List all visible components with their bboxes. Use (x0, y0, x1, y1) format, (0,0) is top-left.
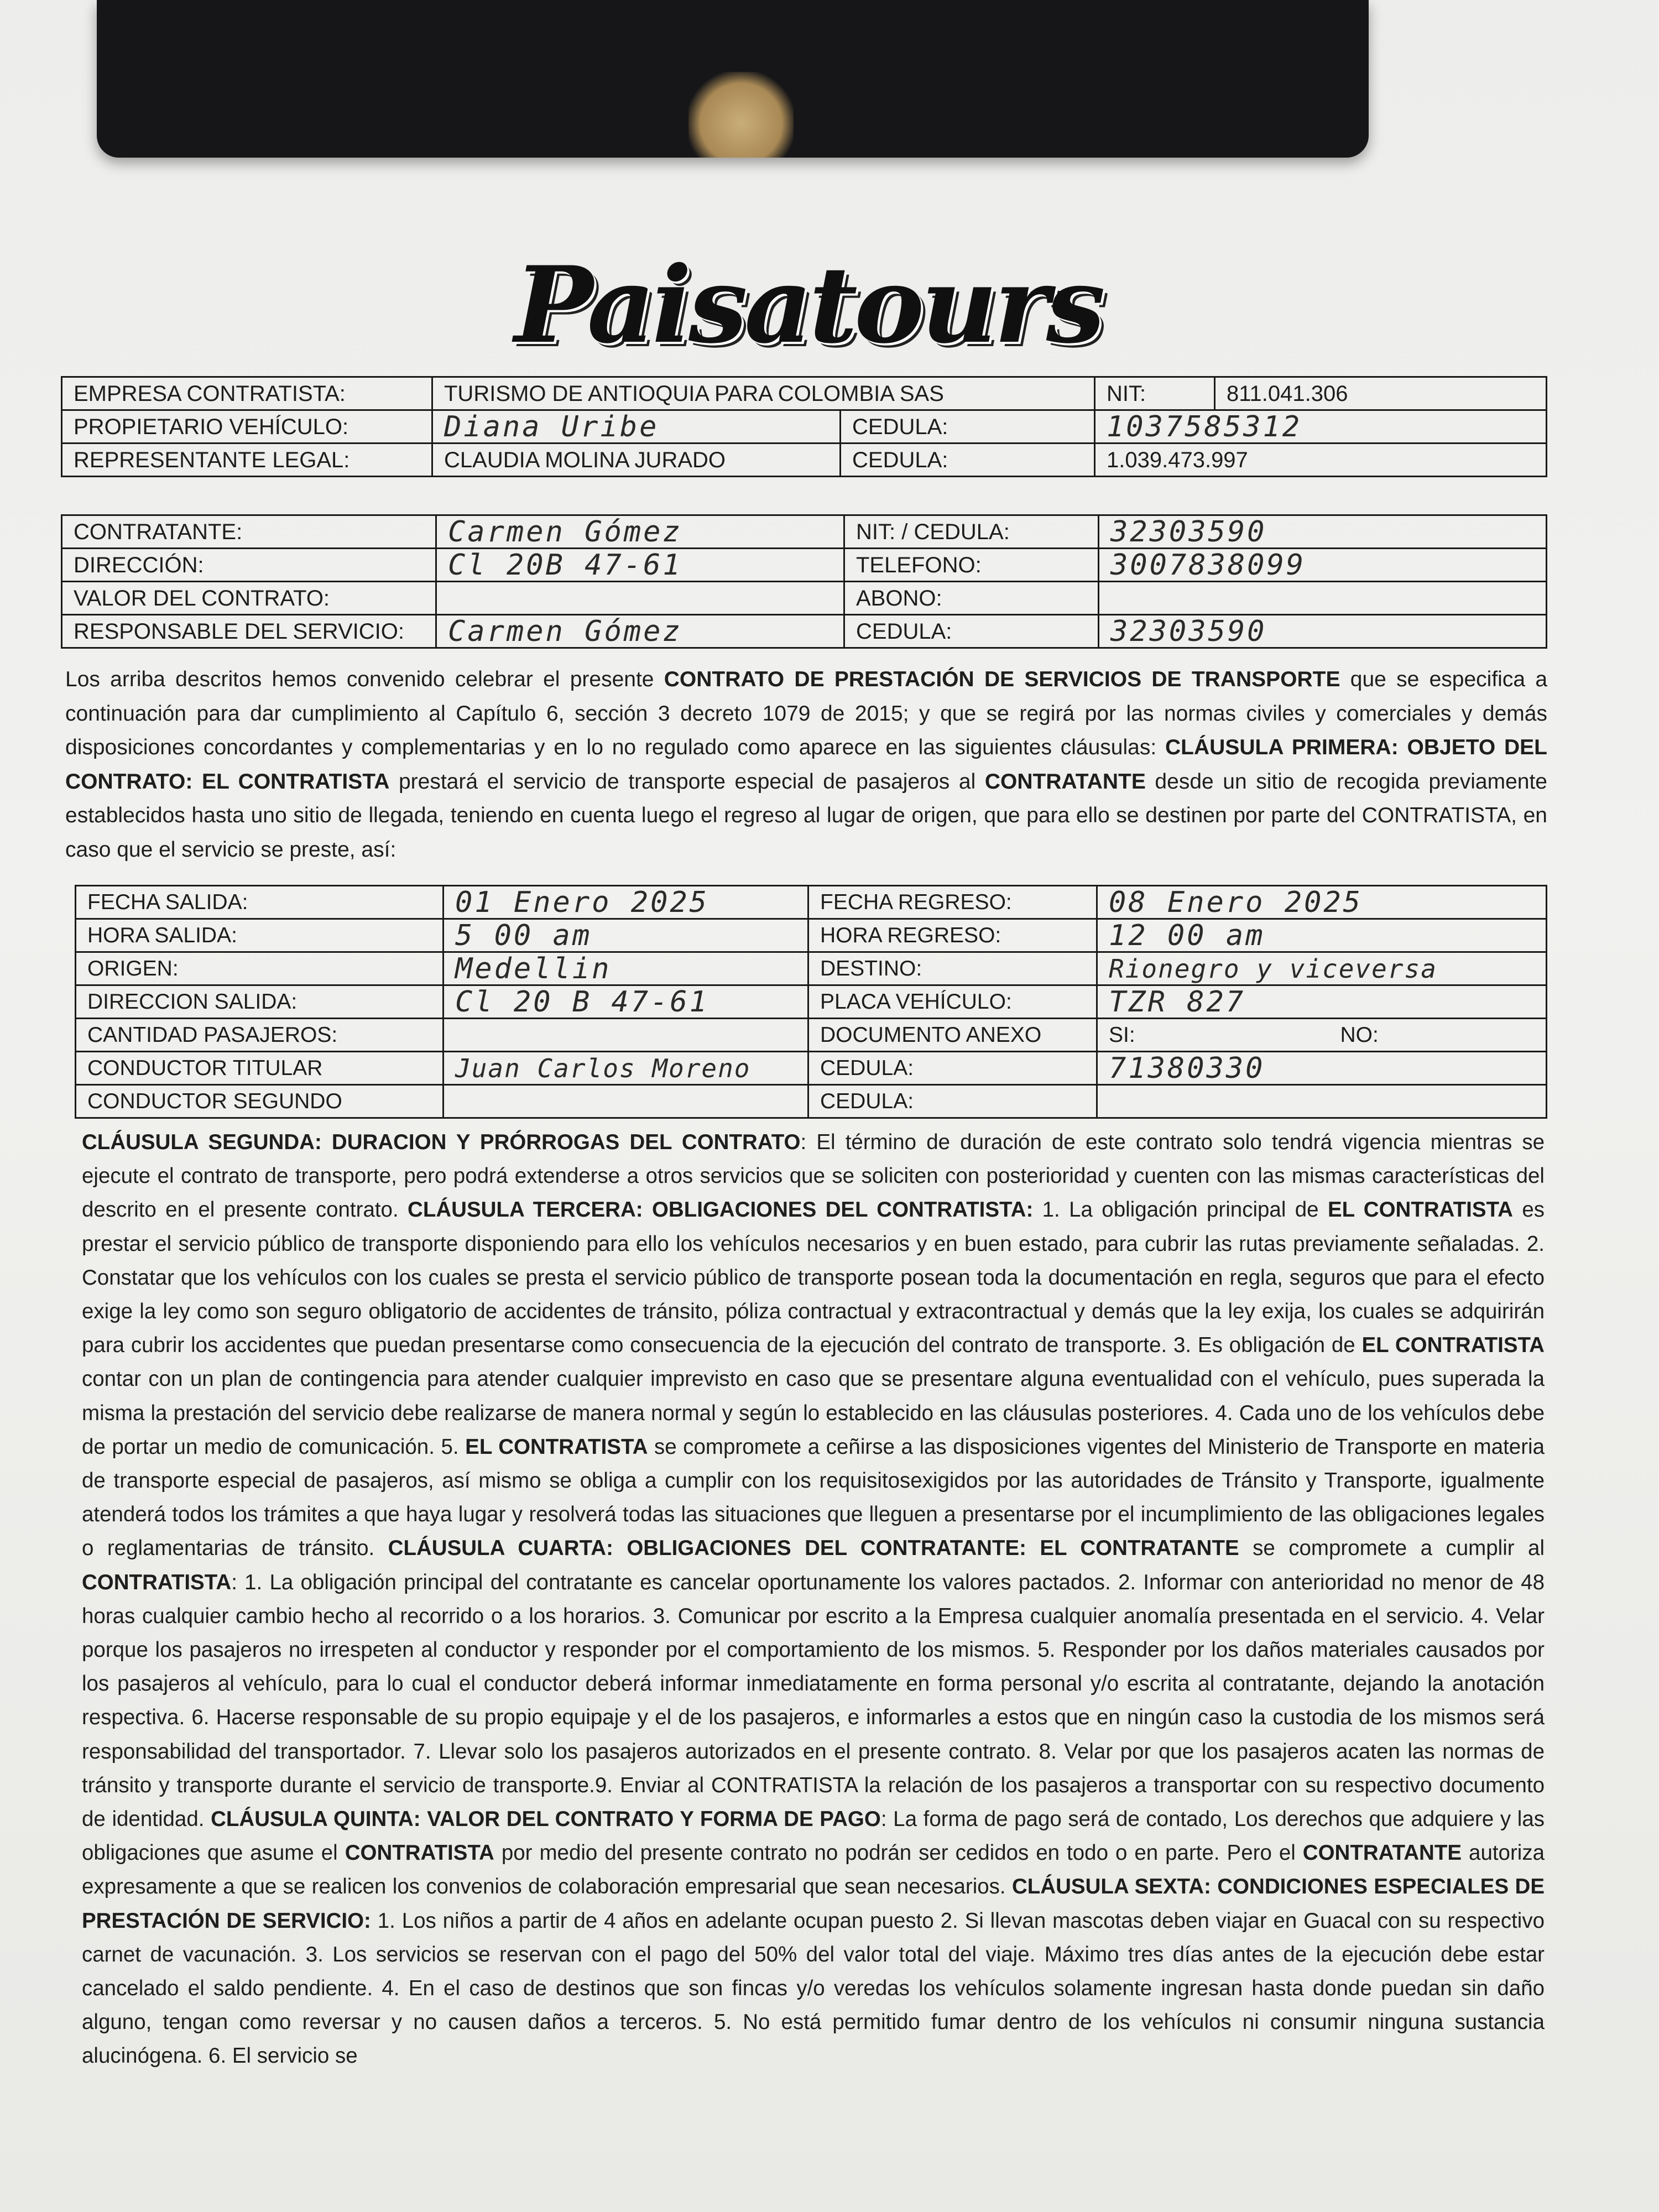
table-row (62, 549, 1547, 582)
origen-value: Medellin (444, 952, 808, 985)
clause-5-contratista: CONTRATISTA (345, 1841, 494, 1865)
clause-3-contratista: EL CONTRATISTA (1327, 1198, 1513, 1222)
responsable-cedula-value: 32303590 (1099, 615, 1547, 648)
clause-6-text: 1. Los niños a partir de 4 años en adelante ocupan puesto 2. Si llevan mascotas deben viajar en Guacal con su respectivo carnet de vacunación. 3. Los servicios se reservan con el pago del 50% del valor total del viaje. Máximo tres días antes de la ejecución debe estar cancelado el saldo pendiente. 4. En el caso de destinos que son fincas y/o veredas los vehículos solamente ingresan hasta donde puedan sin daño alguno, tengan como reversar y no causen daños a terceros. 5. No está permitido fumar dentro de los vehículos ni consumir ninguna sustancia alucinógena. 6. El servicio se (82, 1908, 1545, 2068)
table-row (62, 615, 1547, 648)
propietario-cedula-value: 1037585312 (1095, 410, 1547, 444)
conductor-segundo-cedula-value (1097, 1085, 1547, 1118)
contratante-label: CONTRATANTE: (62, 515, 436, 549)
valor-value (436, 582, 844, 615)
clause-5-contratante: CONTRATANTE (1302, 1841, 1462, 1865)
destino-label: DESTINO: (808, 952, 1097, 985)
clause-5-text-b: por medio del presente contrato no podrán ser cedidos en todo o en parte. Pero el (494, 1841, 1303, 1865)
propietario-value: Diana Uribe (432, 410, 841, 444)
intro-text-2: que se especifica a continuación para dar cumplimiento al Capítulo 6, sección 3 decreto 1079 de 2015; y que se regirá por las normas civiles y comerciales y demás disposiciones concordantes y complementarias y en lo no regulado como aparece en las siguientes cláusulas: (65, 667, 1548, 759)
direccion-salida-value: Cl 20 B 47-61 (444, 985, 808, 1019)
si-label: SI: (1097, 1019, 1329, 1052)
clause-4-contratista: CONTRATISTA (82, 1570, 232, 1594)
clause-2-text: : El término de duración de este contrato solo tendrá vigencia mientras se ejecute el contrato de transporte, pero podrá extenderse a otros servicios que se soliciten con posterioridad y cuenten con las mismas características del descrito en el presente contrato. (82, 1130, 1545, 1222)
fecha-salida-label: FECHA SALIDA: (76, 886, 444, 919)
abono-value (1099, 582, 1547, 615)
table-row (62, 410, 1547, 444)
nit-label: NIT: (1095, 377, 1215, 410)
clause-3-text-d: se compromete a ceñirse a las disposiciones vigentes del Ministerio de Transporte en materia de transporte especial de pasajeros, así mismo se obliga a cumplir con los requisitosexigidos por las autoridades de Tránsito y Transporte, igualmente atenderá todos los trámites a que haya lugar y resolverá todas las situaciones que lleguen a presentarse por el incumplimiento de las obligaciones legales o reglamentarias de tránsito. (82, 1434, 1545, 1561)
direccion-label: DIRECCIÓN: (62, 549, 436, 582)
clause-2-heading: CLÁUSULA SEGUNDA: DURACION Y PRÓRROGAS DEL CONTRATO (82, 1130, 801, 1154)
clause-4-text-b: : 1. La obligación principal del contratante es cancelar oportunamente los valores pactados. 2. Informar con anterioridad no menor de 48 horas cualquier cambio hecho al recorrido o a los horarios. 3. Comunicar por escrito a la Empresa cualquier anomalía presentada en el servicio. 4. Velar porque los pasajeros no irrespeten al conductor y responder por el comportamiento de los mismos. 5. Responder por los daños materiales causados por los pasajeros al vehículo, para lo cual el conductor deberá informar inmediatamente en forma personal y/o escrita al contratante, dejando la anotación respectiva. 6. Hacerse responsable de su propio equipaje y el de los pasajeros, e informarles a estos que en ningún caso la custodia de los mismos será responsabilidad del transportador. 7. Llevar solo los pasajeros autorizados en el presente contrato. 8. Velar por que los pasajeros acaten las normas de tránsito y transporte durante el servicio de transporte.9. Enviar al CONTRATISTA la relación de los pasajeros a transportar con su respectivo documento de identidad. (82, 1570, 1545, 1832)
responsable-value: Carmen Gómez (436, 615, 844, 648)
destino-value: Rionegro y viceversa (1097, 952, 1547, 985)
clause-1-text: prestará el servicio de transporte especial de pasajeros al (389, 769, 985, 794)
clipboard-clip (97, 0, 1369, 158)
documento-anexo-label: DOCUMENTO ANEXO (808, 1019, 1097, 1052)
table-row (76, 952, 1547, 985)
clause-1-contratante: CONTRATANTE (984, 769, 1146, 794)
clause-3-text-b: es prestar el servicio público de transporte disponiendo para ello los vehículos necesarios y en buen estado, para cubrir las rutas previamente señaladas. 2. Constatar que los vehículos con los cuales se presta el servicio público de transporte posean toda la documentación en regla, seguros que para el efecto exige la ley como son seguro obligatorio de accidentes de tránsito, póliza contractual y extracontractual y demás que la ley exija, los cuales se adquirirán para cubrir los accidentes que puedan presentarse como consecuencia de la ejecución del contrato de transporte. 3. Es obligación de (82, 1198, 1545, 1358)
table-row (76, 1019, 1547, 1052)
table-row (76, 886, 1547, 919)
trip-table (75, 885, 1547, 1119)
placa-value: TZR 827 (1097, 985, 1547, 1019)
intro-text: Los arriba descritos hemos convenido celebrar el presente (65, 667, 664, 691)
no-label: NO: (1329, 1019, 1547, 1052)
clause-1-text-2: desde un sitio de recogida previamente establecidos hasta uno sitio de llegada, teniendo en cuenta luego el regreso al lugar de origen, que para ello se destinen por parte del CONTRATISTA, en caso que el servicio se preste, así: (65, 769, 1547, 862)
table-row (76, 919, 1547, 952)
clause-3-text-c: contar con un plan de contingencia para atender cualquier imprevisto en caso que se presentare alguna eventualidad con el vehículo, pues superada la misma la prestación del servicio debe realizarse de manera normal y según lo establecido en las cláusulas posteriores. 4. Cada uno de los vehículos debe de portar un medio de comunicación. 5. (82, 1367, 1545, 1459)
empresa-label: EMPRESA CONTRATISTA: (62, 377, 432, 410)
fecha-regreso-label: FECHA REGRESO: (808, 886, 1097, 919)
hora-regreso-label: HORA REGRESO: (808, 919, 1097, 952)
propietario-label: PROPIETARIO VEHÍCULO: (62, 410, 432, 444)
representante-cedula-value: 1.039.473.997 (1095, 444, 1547, 477)
conductor-segundo-value (444, 1085, 808, 1118)
table-row (76, 985, 1547, 1019)
intro-contract-title: CONTRATO DE PRESTACIÓN DE SERVICIOS DE TRANSPORTE (664, 667, 1340, 691)
responsable-label: RESPONSABLE DEL SERVICIO: (62, 615, 436, 648)
fecha-regreso-value: 08 Enero 2025 (1097, 886, 1547, 919)
origen-label: ORIGEN: (76, 952, 444, 985)
conductor-titular-cedula-label: CEDULA: (808, 1052, 1097, 1085)
clauses-body (82, 1125, 1545, 2073)
representante-value: CLAUDIA MOLINA JURADO (432, 444, 841, 477)
conductor-segundo-cedula-label: CEDULA: (808, 1085, 1097, 1118)
clause-5-heading: CLÁUSULA QUINTA: VALOR DEL CONTRATO Y FORMA DE PAGO (211, 1807, 881, 1832)
table-row (62, 444, 1547, 477)
hora-salida-value: 5 00 am (444, 919, 808, 952)
table-row (76, 1085, 1547, 1118)
nit-value: 811.041.306 (1215, 377, 1547, 410)
cantidad-value (444, 1019, 808, 1052)
clip-rust-spot (688, 72, 794, 158)
hora-salida-label: HORA SALIDA: (76, 919, 444, 952)
contratante-value: Carmen Gómez (436, 515, 844, 549)
fecha-salida-value: 01 Enero 2025 (444, 886, 808, 919)
table-row (62, 377, 1547, 410)
intro-paragraph (65, 662, 1547, 867)
table-row (62, 515, 1547, 549)
telefono-value: 3007838099 (1099, 549, 1547, 582)
conductor-titular-label: CONDUCTOR TITULAR (76, 1052, 444, 1085)
clause-4-heading: CLÁUSULA CUARTA: OBLIGACIONES DEL CONTRATANTE: EL CONTRATANTE (388, 1536, 1239, 1561)
table-row (62, 582, 1547, 615)
company-logo (514, 232, 1102, 382)
clause-3-text-a: 1. La obligación principal de (1033, 1198, 1328, 1222)
valor-label: VALOR DEL CONTRATO: (62, 582, 436, 615)
telefono-label: TELEFONO: (844, 549, 1099, 582)
representante-label: REPRESENTANTE LEGAL: (62, 444, 432, 477)
empresa-value: TURISMO DE ANTIOQUIA PARA COLOMBIA SAS (432, 377, 1095, 410)
company-table (61, 376, 1547, 477)
direccion-value: Cl 20B 47-61 (436, 549, 844, 582)
responsable-cedula-label: CEDULA: (844, 615, 1099, 648)
client-table (61, 514, 1547, 649)
conductor-segundo-label: CONDUCTOR SEGUNDO (76, 1085, 444, 1118)
clause-5-text-a: : La forma de pago será de contado, Los derechos que adquiere y las obligaciones que asume el (82, 1807, 1545, 1865)
cantidad-label: CANTIDAD PASAJEROS: (76, 1019, 444, 1052)
logo-wordmark: Paisatours (514, 243, 1102, 367)
direccion-salida-label: DIRECCION SALIDA: (76, 985, 444, 1019)
clause-3-contratista-3: EL CONTRATISTA (465, 1434, 648, 1459)
clause-1-heading: CLÁUSULA PRIMERA: OBJETO DEL CONTRATO: EL CONTRATISTA (65, 735, 1547, 794)
hora-regreso-value: 12 00 am (1097, 919, 1547, 952)
nit-cedula-value: 32303590 (1099, 515, 1547, 549)
nit-cedula-label: NIT: / CEDULA: (844, 515, 1099, 549)
conductor-titular-value: Juan Carlos Moreno (444, 1052, 808, 1085)
abono-label: ABONO: (844, 582, 1099, 615)
clause-3-heading: CLÁUSULA TERCERA: OBLIGACIONES DEL CONTRATISTA: (408, 1198, 1034, 1222)
propietario-cedula-label: CEDULA: (841, 410, 1095, 444)
representante-cedula-label: CEDULA: (841, 444, 1095, 477)
clause-3-contratista-2: EL CONTRATISTA (1361, 1333, 1545, 1358)
conductor-titular-cedula-value: 71380330 (1097, 1052, 1547, 1085)
clause-4-text-a: se compromete a cumplir al (1239, 1536, 1545, 1561)
placa-label: PLACA VEHÍCULO: (808, 985, 1097, 1019)
clause-5-text-c: autoriza expresamente a que se realicen los convenios de colaboración empresarial que sean necesarios. (82, 1841, 1545, 1899)
table-row (76, 1052, 1547, 1085)
clause-6-heading: CLÁUSULA SEXTA: CONDICIONES ESPECIALES DE PRESTACIÓN DE SERVICIO: (82, 1875, 1545, 1933)
